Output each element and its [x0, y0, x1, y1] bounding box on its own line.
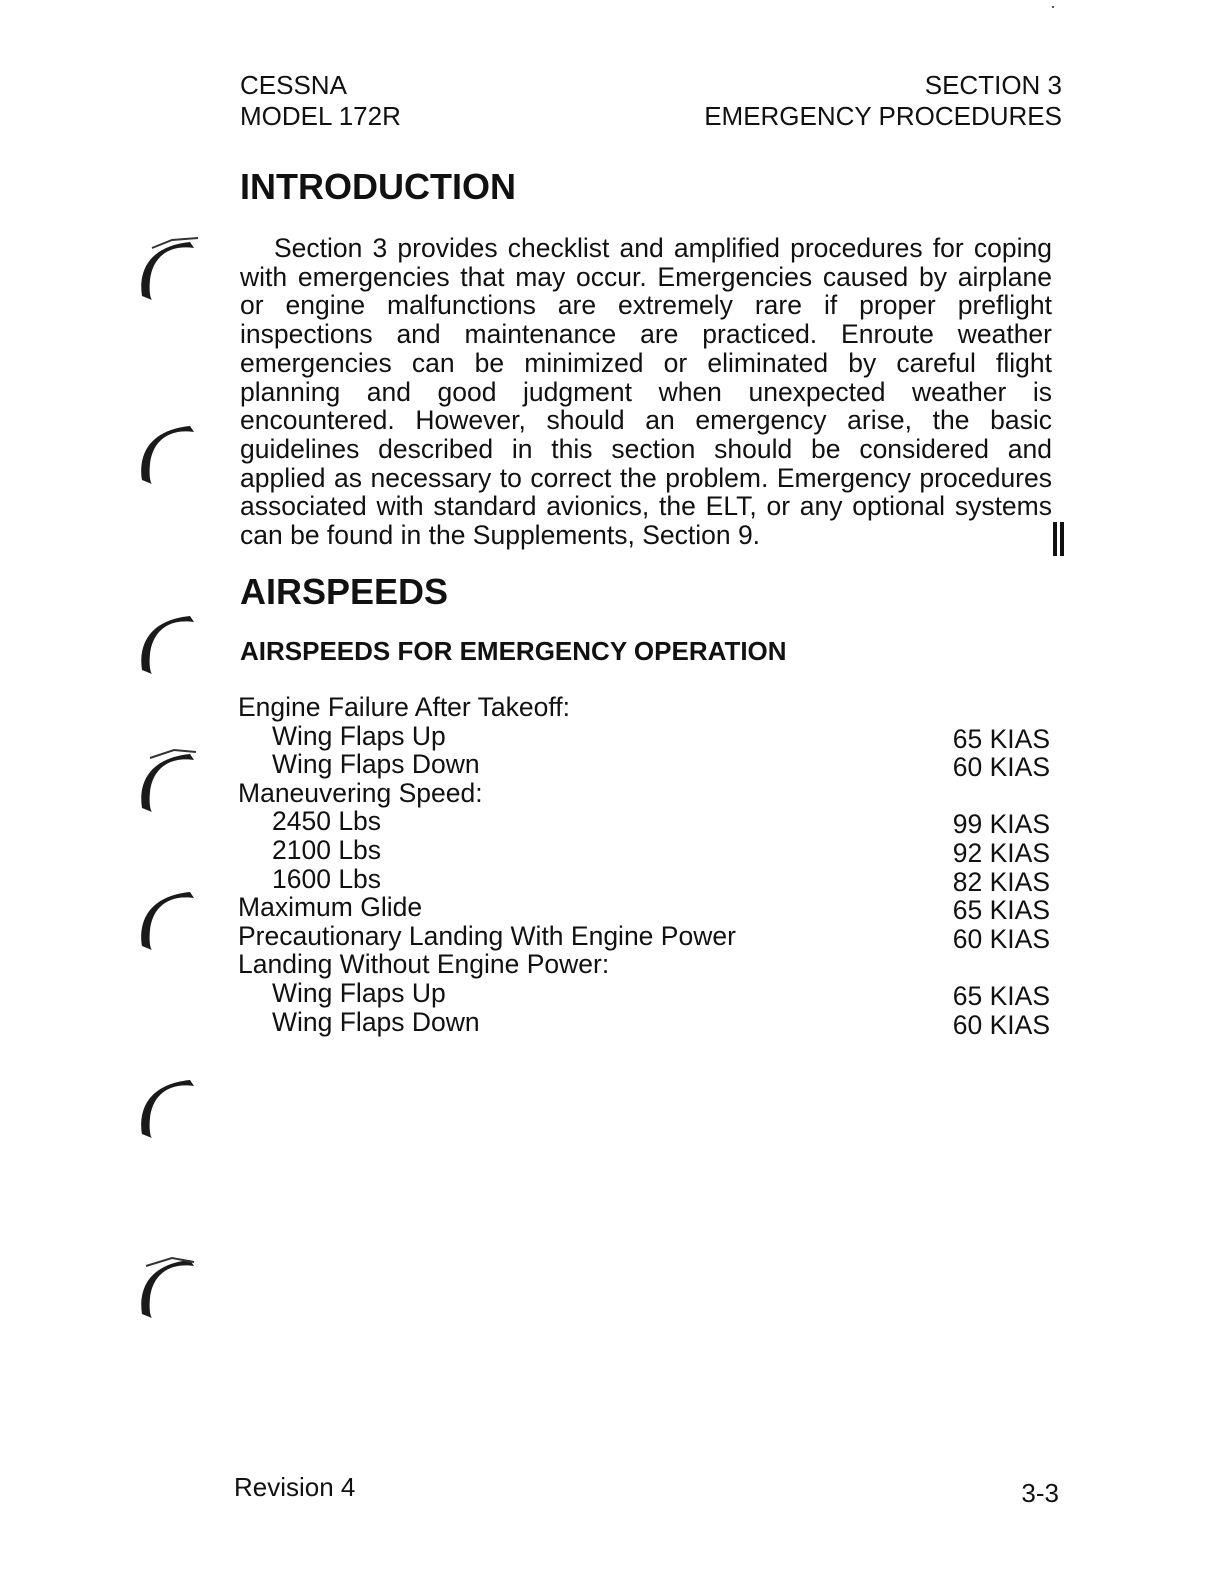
running-header-left — [240, 70, 401, 132]
airspeed-row — [238, 779, 1050, 808]
airspeed-label: 2450 Lbs — [272, 806, 382, 837]
airspeed-row — [238, 806, 1050, 840]
airspeed-label: 2100 Lbs — [272, 834, 382, 865]
airspeed-label: Wing Flaps Up — [272, 977, 446, 1008]
airspeeds-subheading: AIRSPEEDS FOR EMERGENCY OPERATION — [240, 636, 787, 666]
section-number: SECTION 3 — [924, 70, 1062, 100]
airspeed-value: 60 KIAS — [952, 1009, 1050, 1040]
airspeed-row — [238, 834, 1050, 868]
aircraft-make: CESSNA — [240, 70, 347, 100]
binder-hole-icon — [132, 1248, 200, 1320]
airspeed-row — [238, 977, 1050, 1011]
airspeed-row — [238, 863, 1050, 897]
airspeed-table — [238, 692, 1050, 1040]
airspeed-value: 60 KIAS — [952, 923, 1050, 954]
airspeed-label: Wing Flaps Down — [272, 1006, 480, 1037]
airspeed-value: 82 KIAS — [952, 866, 1050, 897]
scan-speck — [1052, 6, 1054, 8]
binder-hole-icon — [132, 604, 200, 676]
airspeed-label: Precautionary Landing With Engine Power — [238, 920, 736, 951]
airspeed-row — [238, 693, 1050, 722]
airspeed-row — [238, 1006, 1050, 1040]
airspeed-value: 65 KIAS — [952, 723, 1050, 754]
aircraft-model: MODEL 172R — [240, 101, 401, 131]
binder-hole-icon — [132, 742, 200, 814]
introduction-paragraph: Section 3 provides checklist and amplified procedures for coping with emergencies that may occur. Emergencies caused by airplane or engine malfunctions are extremely rare if proper preflight inspections and maintenance are practiced. Enroute weather emergencies can be minimized or eliminated by careful flight planning and good judgment when unexpected weather is encountered. However, should an emergency arise, the basic guidelines described in this section should be considered and applied as necessary to correct the problem. Emergency procedures associated with standard avionics, the ELT, or any optional systems can be found in the Supplements, Section 9. — [240, 233, 1052, 551]
running-header-right — [704, 70, 1062, 132]
airspeed-row — [238, 920, 1050, 954]
airspeed-label: Engine Failure After Takeoff: — [238, 692, 570, 722]
binder-hole-icon — [132, 414, 200, 486]
airspeed-label: 1600 Lbs — [272, 863, 382, 894]
airspeed-value: 99 KIAS — [952, 809, 1050, 840]
airspeed-row — [238, 950, 1050, 979]
airspeed-label: Wing Flaps Up — [272, 720, 446, 751]
page-number: 3-3 — [1021, 1478, 1059, 1508]
revision-bar — [1053, 522, 1065, 556]
binder-hole-icon — [132, 230, 200, 302]
revision-label: Revision 4 — [234, 1472, 356, 1502]
introduction-heading: INTRODUCTION — [240, 166, 516, 207]
airspeed-row — [238, 892, 1050, 926]
airspeed-value: 65 KIAS — [952, 980, 1050, 1011]
airspeed-row — [238, 749, 1050, 783]
section-title: EMERGENCY PROCEDURES — [704, 101, 1062, 131]
airspeed-label: Maneuvering Speed: — [238, 777, 483, 808]
binder-hole-icon — [132, 880, 200, 952]
airspeed-value: 65 KIAS — [952, 895, 1050, 926]
airspeed-value: 92 KIAS — [952, 837, 1050, 868]
airspeed-label: Wing Flaps Down — [272, 749, 480, 780]
airspeed-row — [238, 720, 1050, 754]
airspeed-label: Maximum Glide — [238, 892, 423, 923]
airspeed-label: Landing Without Engine Power: — [238, 949, 610, 980]
binder-hole-icon — [132, 1068, 200, 1140]
airspeed-value: 60 KIAS — [952, 752, 1050, 783]
airspeeds-heading: AIRSPEEDS — [240, 571, 449, 612]
